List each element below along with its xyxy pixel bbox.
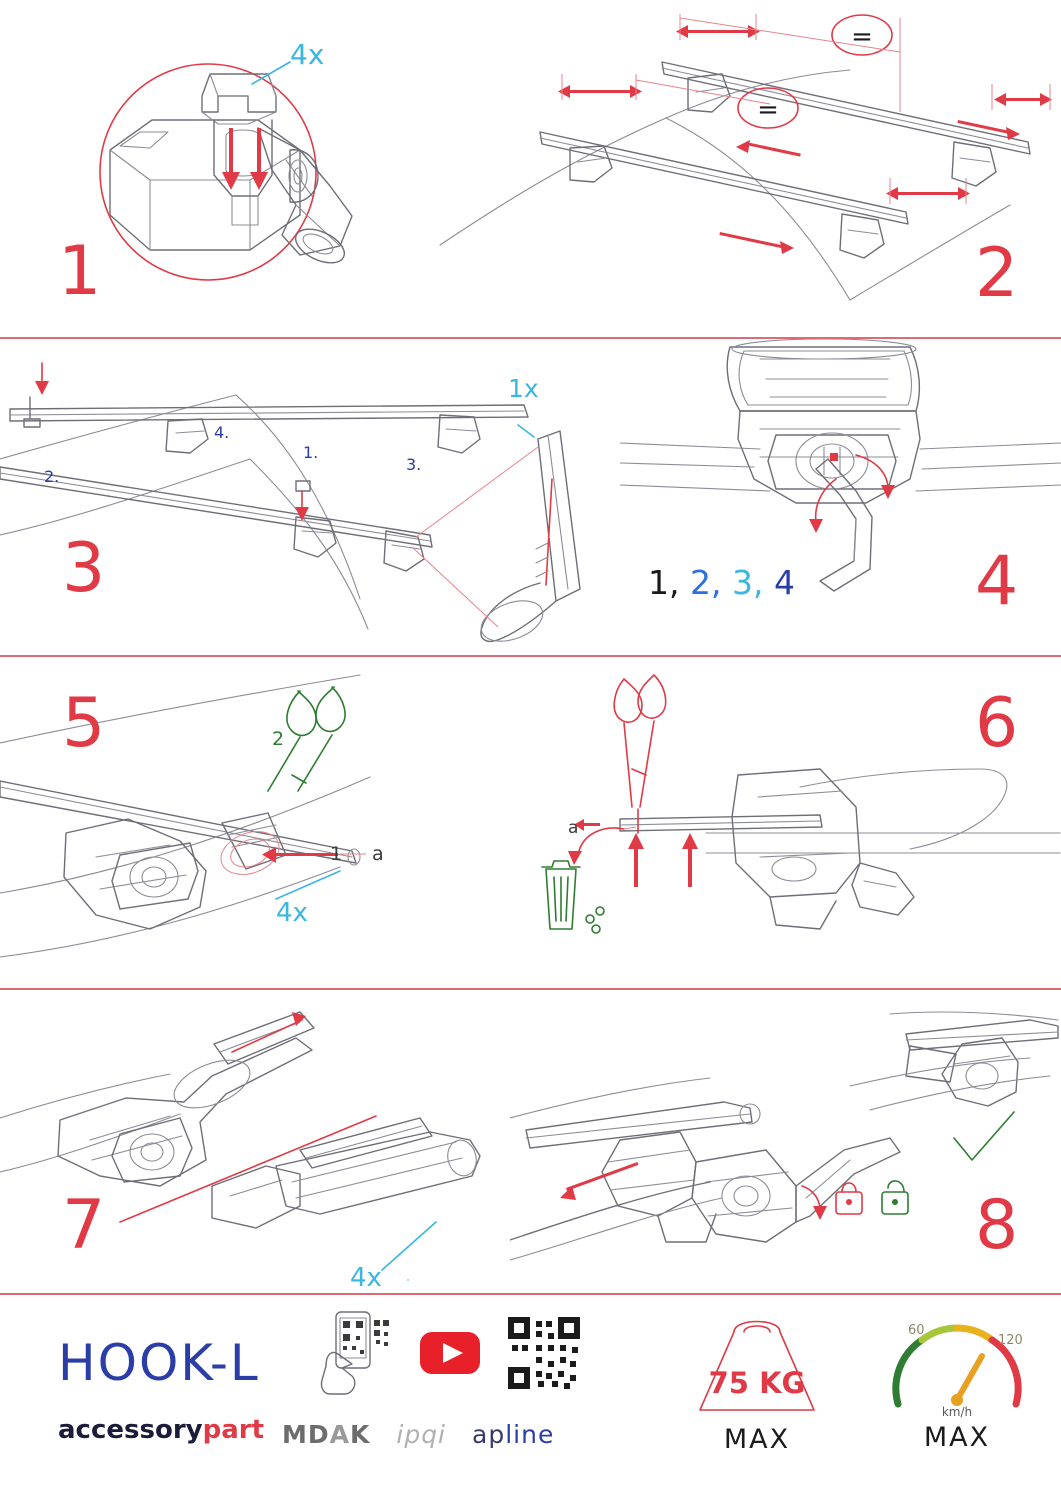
step-2-number: 2 [975, 234, 1020, 313]
max-load-indicator [672, 1310, 842, 1455]
step-2-illustration [430, 0, 1061, 337]
brand-tagline [58, 1415, 264, 1445]
footer-icon-row [318, 1310, 580, 1396]
youtube-icon[interactable] [420, 1332, 480, 1374]
sequence-item-4: 4 [774, 563, 795, 602]
logo-mdak-prefix: MD [282, 1420, 330, 1449]
step-4-sequence-label [648, 563, 795, 602]
sequence-item-3: 3, [732, 563, 764, 602]
step-4-number: 4 [975, 542, 1020, 621]
max-speed-indicator [872, 1310, 1042, 1453]
svg-text:=: = [757, 95, 779, 125]
max-load-value: 75 KG [708, 1366, 806, 1400]
step-7-number: 7 [62, 1186, 107, 1265]
step-3-order-label-3: 3. [406, 455, 422, 474]
sequence-item-1: 1, [648, 563, 680, 602]
step-3-order-label-2: 2. [44, 467, 60, 486]
step-5-label-a: a [372, 843, 384, 865]
step-6-number: 6 [975, 684, 1020, 763]
product-name: HOOK-L [58, 1334, 260, 1392]
speed-tick-120: 120 [998, 1333, 1023, 1348]
sequence-item-2: 2, [690, 563, 722, 602]
logo-apline-prefix: ap [472, 1420, 506, 1449]
tagline-word-2: part [202, 1415, 265, 1445]
step-7-quantity-label: 4x [350, 1263, 382, 1293]
step-6-label-a: a [568, 818, 579, 838]
max-load-caption: MAX [723, 1424, 791, 1455]
nfc-phone-scan-icon[interactable] [318, 1310, 392, 1396]
step-5-number: 5 [62, 684, 107, 763]
logo-ipqi: ipqi [396, 1420, 447, 1449]
step-3-quantity-label: 1x [508, 374, 539, 403]
logo-mdak-suffix: K [350, 1420, 371, 1449]
step-1-number: 1 [58, 232, 103, 311]
svg-text:km/h: km/h [941, 1405, 973, 1419]
step-3-order-label-1: 1. [303, 443, 319, 462]
svg-text:=: = [851, 22, 873, 52]
logo-mdak [282, 1420, 370, 1449]
step-5-quantity-label: 4x [276, 898, 308, 928]
partner-logo-row [282, 1420, 554, 1449]
step-1-quantity-label: 4x [290, 38, 325, 71]
qr-code-icon[interactable] [508, 1317, 580, 1389]
logo-mdak-accent: A [329, 1420, 350, 1449]
logo-apline [472, 1420, 554, 1449]
step-3-order-label-4: 4. [214, 423, 230, 442]
step-8-number: 8 [975, 1186, 1020, 1265]
logo-apline-accent: line [505, 1420, 555, 1449]
step-5-label-2: 2 [272, 728, 285, 750]
step-3-number: 3 [62, 529, 107, 608]
speed-tick-60: 60 [908, 1323, 925, 1338]
tagline-word-1: accessory [58, 1415, 203, 1445]
max-speed-caption: MAX [923, 1422, 991, 1453]
step-5-label-1: 1 [330, 843, 343, 865]
